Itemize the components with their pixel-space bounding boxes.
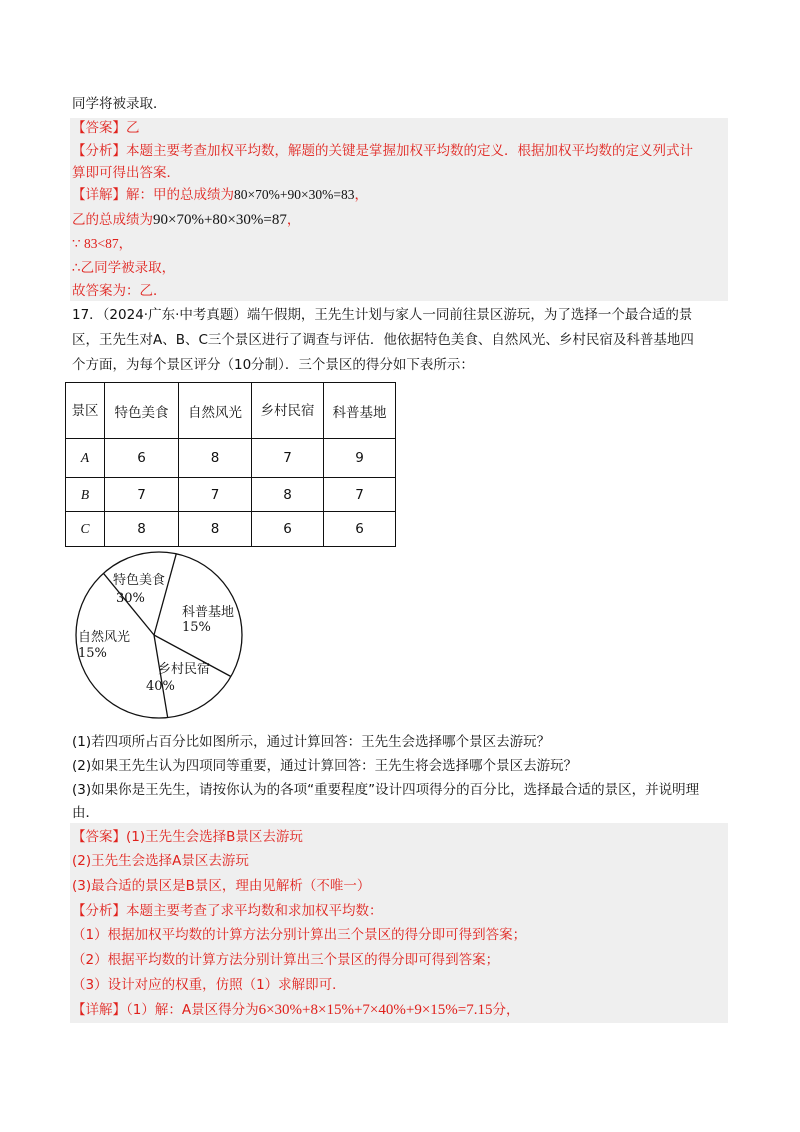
- q16-analysis-line1: [72, 141, 693, 161]
- detail-suffix: ，: [286, 212, 301, 228]
- formula: 6×30%+8×15%+7×40%+9×15%=7.15: [258, 1002, 493, 1018]
- q17-analysis-line1: [72, 901, 383, 921]
- q17-stem-line3: 个方面，为每个景区评分（10分制）．三个景区的得分如下表所示：: [72, 357, 474, 373]
- table-cell: 7: [105, 478, 179, 512]
- pie-percent-food: 30%: [116, 591, 145, 606]
- q17-sub3-line2: 由．: [72, 805, 99, 821]
- answer-value: 乙: [126, 120, 140, 136]
- answer-text: (1)王先生会选择B景区去游玩: [126, 829, 303, 845]
- pie-slice-boundary: [154, 554, 176, 635]
- q17-analysis-line4: （3）设计对应的权重，仿照（1）求解即可．: [72, 977, 346, 993]
- q16-answer: [72, 118, 140, 138]
- q17-sub2: (2)如果王先生认为四项同等重要，通过计算回答：王先生将会选择哪个景区去游玩？: [72, 758, 578, 774]
- q17-stem-line2: 区，王先生对A、B、C三个景区进行了调查与评估．他依据特色美食、自然风光、乡村民宿及科普基地四: [72, 332, 694, 348]
- score-table: [65, 382, 396, 547]
- answer-label: 【答案】: [72, 120, 126, 136]
- q17-detail-line1: [72, 1000, 519, 1020]
- table-header-cell: 乡村民宿: [252, 383, 324, 439]
- table-cell-name: C: [66, 512, 105, 547]
- detail-text: 解：甲的总成绩为: [126, 187, 234, 203]
- answer-label: 【答案】: [72, 829, 126, 845]
- formula: 80×70%+90×30%=83: [234, 187, 355, 202]
- table-row: [66, 439, 396, 478]
- table-row: [66, 478, 396, 512]
- detail-text: 乙的总成绩为: [72, 212, 153, 228]
- q17-sub1: (1)若四项所占百分比如图所示，通过计算回答：王先生会选择哪个景区去游玩？: [72, 734, 551, 750]
- analysis-text: 本题主要考查了求平均数和求加权平均数：: [126, 903, 383, 919]
- table-cell: 7: [252, 439, 324, 478]
- pie-label-nature: 自然风光: [78, 630, 131, 645]
- detail-text: （1）解：A景区得分为: [126, 1002, 259, 1018]
- detail-label: 【详解】: [72, 187, 126, 203]
- q17-analysis-line3: （2）根据平均数的计算方法分别计算出三个景区的得分即可得到答案；: [72, 952, 500, 968]
- q16-detail-line3: ∵ 83<87，: [72, 236, 133, 251]
- q17-sub3-line1: (3)如果你是王先生，请按你认为的各项“重要程度”设计四项得分的百分比，选择最合适的景区，并说明理: [72, 782, 700, 798]
- table-cell: 6: [324, 512, 396, 547]
- analysis-label: 【分析】: [72, 903, 126, 919]
- pie-percent-nature: 15%: [78, 646, 107, 661]
- formula: 90×70%+80×30%=87: [153, 212, 287, 228]
- table-header-cell: 景区: [66, 383, 105, 439]
- q16-analysis-line2: 算即可得出答案．: [72, 165, 180, 181]
- table-cell-name: B: [66, 478, 105, 512]
- table-cell-name: A: [66, 439, 105, 478]
- pie-percent-science: 15%: [182, 620, 211, 635]
- pie-chart: [70, 550, 250, 720]
- analysis-label: 【分析】: [72, 143, 126, 159]
- detail-suffix: 分，: [492, 1002, 520, 1018]
- pie-label-homestay: 乡村民宿: [158, 662, 211, 677]
- table-cell: 9: [324, 439, 396, 478]
- table-cell: 7: [179, 478, 252, 512]
- table-header-cell: 科普基地: [324, 383, 396, 439]
- q16-detail-line5: 故答案为：乙．: [72, 283, 167, 299]
- q17-analysis-line2: （1）根据加权平均数的计算方法分别计算出三个景区的得分即可得到答案；: [72, 927, 527, 943]
- table-cell: 6: [105, 439, 179, 478]
- analysis-text: 本题主要考查加权平均数，解题的关键是掌握加权平均数的定义．根据加权平均数的定义列式计: [126, 143, 693, 159]
- table-header-row: [66, 383, 396, 439]
- table-cell: 8: [252, 478, 324, 512]
- table-cell: 8: [179, 512, 252, 547]
- q16-detail-line1: [72, 185, 368, 205]
- table-cell: 6: [252, 512, 324, 547]
- top-line: 同学将被录取．: [72, 96, 167, 112]
- q17-answer3: (3)最合适的景区是B景区，理由见解析（不唯一）: [72, 878, 371, 894]
- pie-label-science: 科普基地: [182, 605, 235, 620]
- table-cell: 7: [324, 478, 396, 512]
- q17-answer1: [72, 827, 303, 847]
- pie-percent-homestay: 40%: [146, 679, 175, 694]
- detail-label: 【详解】: [72, 1002, 126, 1018]
- table-row: [66, 512, 396, 547]
- q17-answer2: (2)王先生会选择A景区去游玩: [72, 853, 249, 869]
- table-cell: 8: [105, 512, 179, 547]
- q16-detail-line2: [72, 210, 300, 230]
- pie-label-food: 特色美食: [113, 573, 166, 588]
- table-header-cell: 特色美食: [105, 383, 179, 439]
- q17-stem-line1: 17．（2024·广东·中考真题）端午假期，王先生计划与家人一同前往景区游玩，为了选择一个最合适的景: [72, 307, 693, 323]
- table-cell: 8: [179, 439, 252, 478]
- detail-suffix: ，: [354, 187, 368, 203]
- q16-detail-line4: ∴乙同学被录取，: [72, 260, 176, 276]
- table-header-cell: 自然风光: [179, 383, 252, 439]
